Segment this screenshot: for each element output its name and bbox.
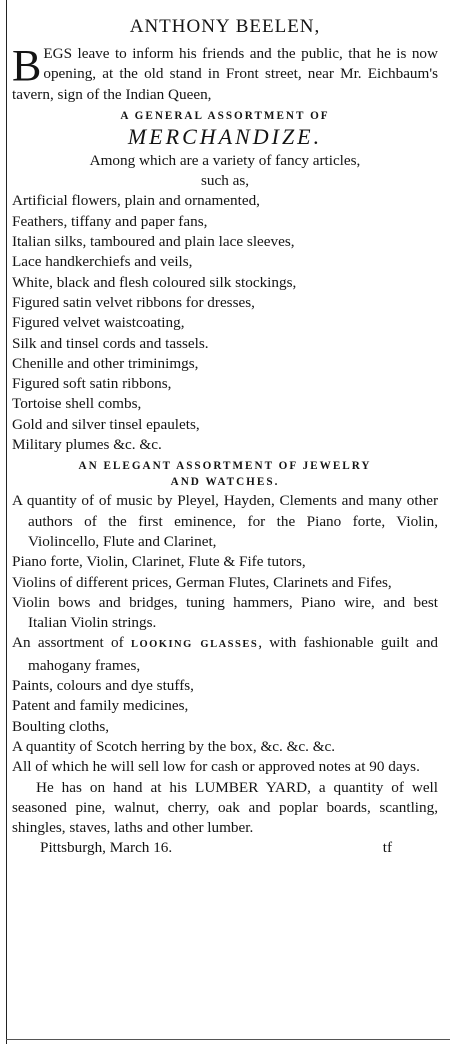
looking-glasses-after: , with fashionable guilt and mahogany frames, (28, 634, 439, 674)
advertiser-name: ANTHONY BEELEN, (129, 16, 321, 37)
fancy-articles-lead: Among which are a variety of fancy articles, (89, 151, 361, 169)
left-column-rule (6, 0, 7, 1044)
merchandize-heading: MERCHANDIZE. (127, 123, 323, 149)
list-item: A quantity of Scotch herring by the box, &c. &c. &c. (12, 737, 336, 755)
list-item: Piano forte, Violin, Clarinet, Flute & Fife tutors, (12, 553, 306, 571)
list-item: Chenille and other triminimgs, (12, 354, 199, 372)
looking-glasses-item (12, 633, 438, 676)
list-item: White, black and flesh coloured silk stockings, (12, 273, 297, 291)
place-date: Pittsburgh, March 16. (40, 839, 173, 857)
intro-paragraph (12, 41, 438, 105)
bottom-rule (6, 1039, 450, 1040)
jewelry-heading: AN ELEGANT ASSORTMENT OF JEWELRY (78, 460, 372, 473)
fancy-items-list (12, 191, 438, 455)
list-item: Lace handkerchiefs and veils, (12, 253, 193, 271)
till-forbid-mark: tf (382, 839, 392, 857)
watches-heading: AND WATCHES. (170, 476, 280, 489)
list-item: A quantity of of music by Pleyel, Hayden, Clements and many other authors of the first eminence, for the Piano forte, Violin, Violincello, Flute and Clarinet, (12, 492, 438, 550)
list-item: Boulting cloths, (12, 717, 110, 735)
list-item: Violins of different prices, German Flutes, Clarinets and Fifes, (12, 573, 392, 591)
list-item: Gold and silver tinsel epaulets, (12, 415, 200, 433)
list-item: Feathers, tiffany and paper fans, (12, 212, 208, 230)
such-as-line: such as, (200, 172, 250, 190)
list-item: Patent and family medicines, (12, 697, 189, 715)
drop-cap: B (12, 41, 42, 90)
footer-line (12, 838, 438, 858)
list-item: Silk and tinsel cords and tassels. (12, 334, 209, 352)
looking-glasses-caps: LOOKING GLASSES (130, 639, 259, 651)
list-item: Military plumes &c. &c. (12, 436, 162, 454)
lumber-paragraph: He has on hand at his LUMBER YARD, a quantity of well seasoned pine, walnut, cherry, oak and poplar boards, scantling, shingles, staves, laths and other lumber. (12, 778, 438, 837)
intro-text: EGS leave to inform his friends and the public, that he is now opening, at the old stand in Front street, near Mr. Eichbaum's tavern, sign of the Indian Queen, (12, 45, 438, 103)
list-item: Italian silks, tamboured and plain lace sleeves, (12, 233, 295, 251)
list-item: Figured satin velvet ribbons for dresses, (12, 293, 255, 311)
terms-paragraph: All of which he will sell low for cash or approved notes at 90 days. (12, 758, 420, 776)
list-item: Tortoise shell combs, (12, 395, 142, 413)
list-item: Artificial flowers, plain and ornamented, (12, 192, 260, 210)
list-item: Figured soft satin ribbons, (12, 375, 172, 393)
list-item: Violin bows and bridges, tuning hammers, Piano wire, and best Italian Violin strings. (12, 593, 438, 632)
list-item: Paints, colours and dye stuffs, (12, 677, 194, 695)
looking-glasses-before: An assortment of (12, 634, 131, 652)
list-item: Figured velvet waistcoating, (12, 314, 185, 332)
general-assortment-heading: A GENERAL ASSORTMENT OF (120, 109, 330, 122)
